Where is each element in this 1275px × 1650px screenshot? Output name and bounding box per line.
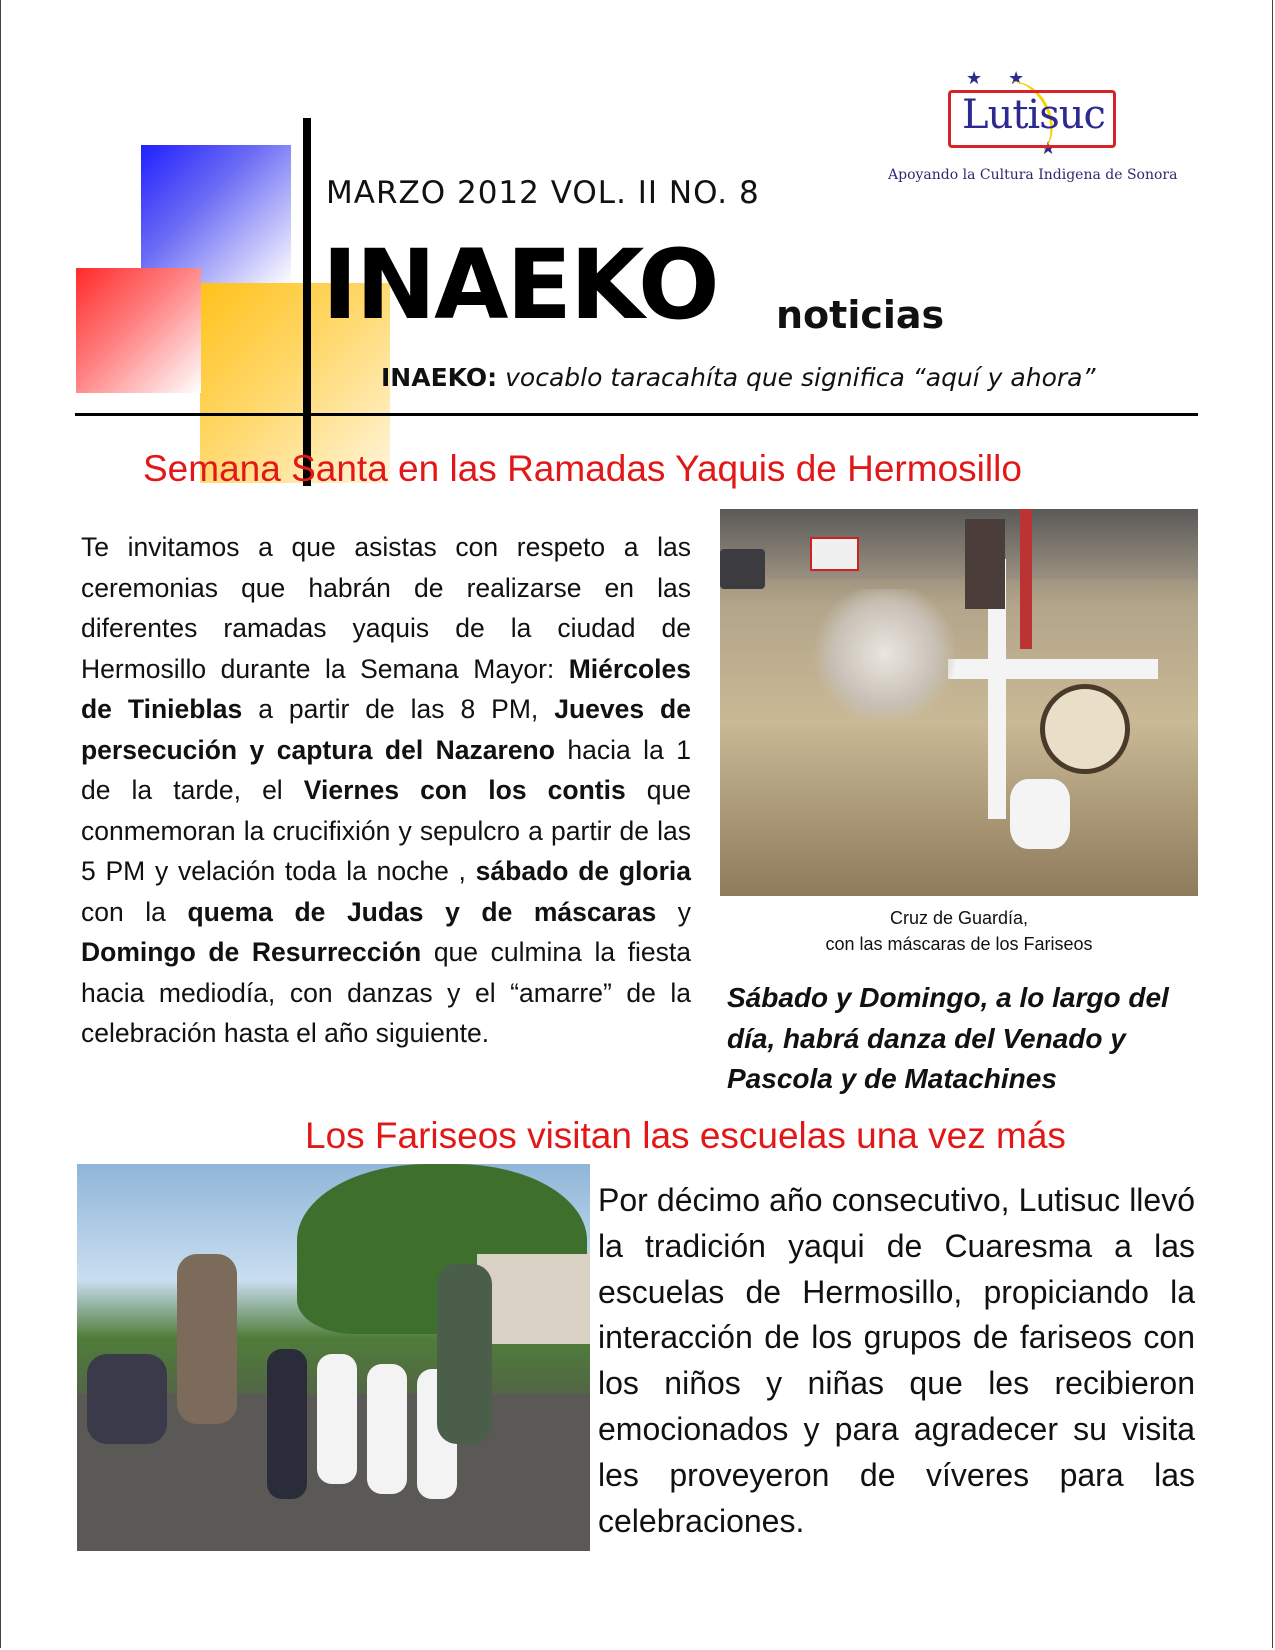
article1-text: que culmina la fiesta hacia mediodía, con danzas y el “amarre” de la celebración hasta el año siguiente. bbox=[81, 937, 691, 1048]
photo1-caption bbox=[720, 905, 1198, 957]
event-domingo: Domingo de Resurrección bbox=[81, 937, 422, 967]
article1-headline: Semana Santa en las Ramadas Yaquis de Hermosillo bbox=[143, 448, 1022, 489]
star-icon: ★ bbox=[1040, 138, 1057, 159]
article1-intro: Te invitamos a que asistas con respeto a las ceremonias que habrán de realizarse en las diferentes ramadas yaquis de la ciudad de Hermosillo durante la Semana Mayor: bbox=[81, 532, 691, 684]
logo-brand-text: Lutisuc bbox=[962, 92, 1105, 138]
article1-body bbox=[81, 527, 691, 1054]
event-miercoles: Miércoles de Tinieblas bbox=[81, 653, 691, 724]
photo-cruz-de-guardia bbox=[720, 509, 1198, 896]
subtitle-definition: vocablo taracahíta que significa “aquí y ahora” bbox=[497, 363, 1096, 392]
masthead-vertical-rule bbox=[303, 118, 311, 486]
event-jueves: Jueves de persecución y captura del Nazareno bbox=[81, 694, 691, 765]
event-viernes: Viernes con los contis bbox=[303, 775, 626, 805]
caption-line: con las máscaras de los Fariseos bbox=[825, 934, 1093, 954]
article1-text: hacia la 1 de la tarde, el bbox=[81, 734, 691, 805]
masthead-subtitle bbox=[381, 363, 1095, 392]
star-icon: ★ bbox=[966, 68, 983, 89]
article2-headline: Los Fariseos visitan las escuelas una vez más bbox=[305, 1115, 1066, 1156]
logo-tagline: Apoyando la Cultura Indigena de Sonora bbox=[888, 167, 1178, 183]
masthead-title: INAEKO bbox=[322, 229, 718, 341]
decorative-red-square bbox=[76, 268, 201, 393]
lutisuc-logo bbox=[948, 68, 1118, 159]
masthead-horizontal-rule bbox=[75, 413, 1198, 416]
masthead-suffix: noticias bbox=[776, 293, 945, 337]
event-sabado: sábado de gloria bbox=[475, 856, 692, 886]
article1-text: que conmemoran la crucifixión y sepulcro a partir de las 5 PM y velación toda la noche , bbox=[81, 775, 691, 886]
article1-text: a partir de las 8 PM, bbox=[242, 694, 555, 724]
photo-fariseos-escuela bbox=[77, 1164, 590, 1551]
star-icon: ★ bbox=[1008, 68, 1025, 89]
event-quema: quema de Judas y de máscaras bbox=[187, 896, 657, 927]
decorative-blue-square bbox=[141, 145, 291, 285]
article1-text: con la bbox=[81, 896, 188, 927]
article1-text: y bbox=[656, 896, 691, 927]
caption-line: Cruz de Guardía, bbox=[889, 908, 1029, 928]
issue-info: MARZO 2012 VOL. II NO. 8 bbox=[326, 175, 760, 211]
dance-announcement: Sábado y Domingo, a lo largo del día, habrá danza del Venado y Pascola y de Matachines bbox=[727, 982, 1169, 1094]
subtitle-term: INAEKO: bbox=[381, 363, 498, 392]
article2-body: Por décimo año consecutivo, Lutisuc llevó la tradición yaqui de Cuaresma a las escuelas de Hermosillo, propiciando la interacción de los grupos de fariseos con los niños y niñas que les recibieron emocionados y para agradecer su visita les proveyeron de víveres para las celebraciones. bbox=[598, 1182, 1195, 1539]
